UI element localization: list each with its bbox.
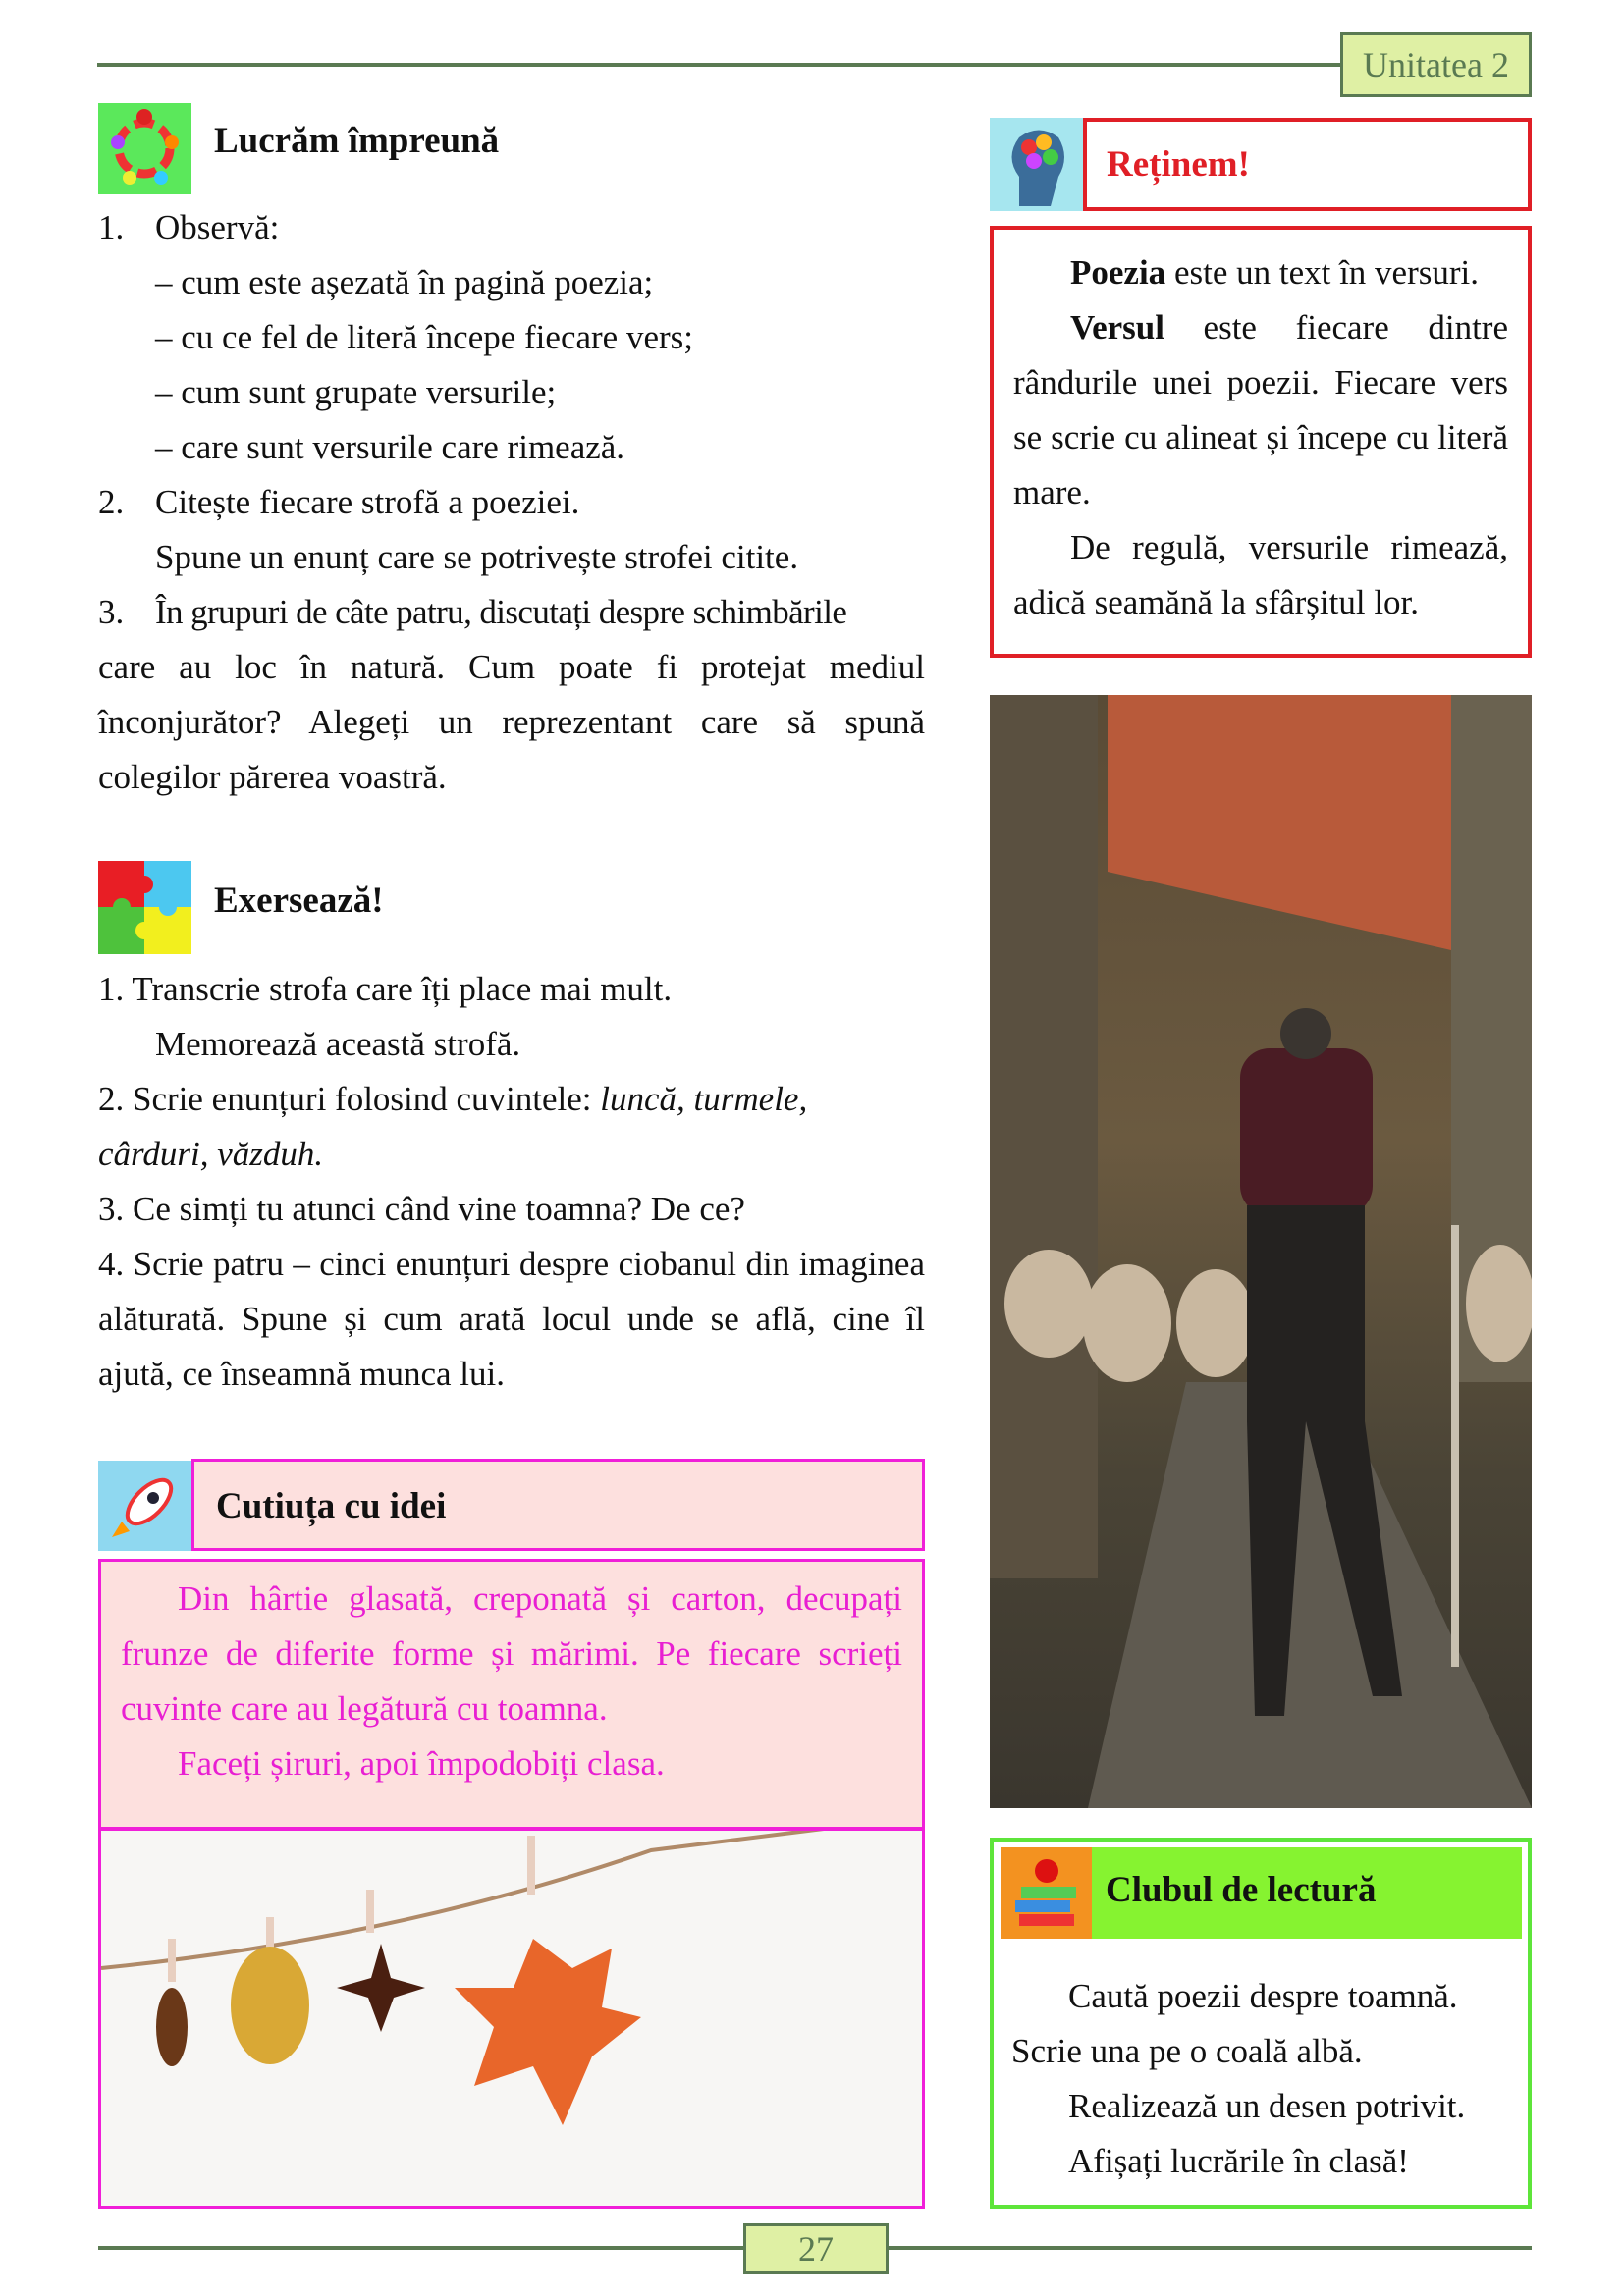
term-versul: Versul [1070, 308, 1164, 347]
club-body [1011, 1969, 1522, 2189]
list-item: Spune un enunț care se potrivește strofei citite. [155, 538, 799, 576]
list-item: – cu ce fel de literă începe fiecare vers; [155, 318, 693, 356]
club-line: Afișați lucrările în clasă! [1068, 2142, 1409, 2180]
club-line: Realizează un desen potrivit. [1068, 2087, 1466, 2125]
section-title-lucram: Lucrăm împreună [214, 121, 500, 161]
list-item: 4. Scrie patru – cinci enunțuri despre ciobanul din imaginea alăturată. Spune și cum arată locul unde se află, cine îl ajută, ce înseamnă munca lui. [98, 1245, 925, 1393]
brain-icon [990, 118, 1083, 211]
page-number: 27 [743, 2223, 889, 2274]
list-item: În grupuri de câte patru, discutați despre schimbările [155, 593, 847, 631]
list-item: – cum este așezată în pagină poezia; [155, 263, 654, 301]
list-item [98, 1072, 925, 1182]
item-number: 1. [98, 208, 125, 246]
list-item: – care sunt versurile care rimează. [155, 428, 625, 466]
retinem-paragraph [1013, 245, 1508, 300]
section-title-exerseaza: Exersează! [214, 881, 384, 921]
lucram-list [98, 200, 925, 805]
puzzle-icon [98, 861, 191, 952]
list-item: – cum sunt grupate versurile; [155, 373, 557, 411]
retinem-paragraph: De regulă, versurile rimează, adică seamănă la sfârșitul lor. [1013, 528, 1508, 621]
autumn-garland-image [98, 1828, 925, 2209]
cutiuta-paragraph: Faceți șiruri, apoi împodobiți clasa. [178, 1744, 665, 1783]
section-title-retinem: Reținem! [1107, 144, 1250, 185]
rocket-icon [98, 1461, 191, 1551]
list-item: care au loc în natură. Cum poate fi protejat mediul înconjurător? Alegeți un reprezentant care să spună colegilor părerea voastră. [98, 648, 925, 796]
list-item: Observă: [155, 208, 280, 246]
section-title-cutiuta: Cutiuța cu idei [216, 1486, 447, 1526]
vocabulary-words: luncă, turmele, cârduri, văzduh. [98, 1080, 808, 1173]
books-apple-icon [1001, 1847, 1092, 1939]
teamwork-icon [98, 103, 191, 194]
list-item: Citește fiecare strofă a poeziei. [155, 483, 580, 521]
shepherd-photo [990, 695, 1532, 1808]
club-header [1092, 1847, 1522, 1939]
exerseaza-list [98, 962, 925, 1402]
club-line: Scrie una pe o coală albă. [1011, 2032, 1363, 2070]
list-item: Memorează această strofă. [155, 1025, 521, 1063]
list-item-text: 2. Scrie enunțuri folosind cuvintele: [98, 1080, 601, 1118]
item-number: 3. [98, 593, 125, 631]
definition-text: este un text în versuri. [1165, 253, 1479, 292]
club-line: Caută poezii despre toamnă. [1068, 1977, 1458, 2015]
retinem-header [1083, 118, 1532, 211]
list-item: 3. Ce simți tu atunci când vine toamna? De ce? [98, 1190, 745, 1228]
cutiuta-header [191, 1459, 925, 1551]
item-number: 2. [98, 483, 125, 521]
term-poezia: Poezia [1070, 253, 1166, 292]
top-rule [97, 63, 1340, 67]
unit-label: Unitatea 2 [1340, 32, 1532, 97]
retinem-paragraph [1013, 300, 1508, 520]
retinem-box [990, 226, 1532, 658]
cutiuta-body [98, 1559, 925, 1830]
definition-text: este fiecare dintre rândurile unei poezii. Fiecare vers se scrie cu alineat și începe cu literă mare. [1013, 308, 1508, 511]
cutiuta-paragraph: Din hârtie glasată, creponată și carton, decupați frunze de diferite forme și mărimi. Pe fiecare scrieți cuvinte care au legătură cu toamna. [121, 1579, 902, 1728]
list-item: 1. Transcrie strofa care îți place mai mult. [98, 970, 673, 1008]
section-title-club: Clubul de lectură [1106, 1870, 1377, 1910]
